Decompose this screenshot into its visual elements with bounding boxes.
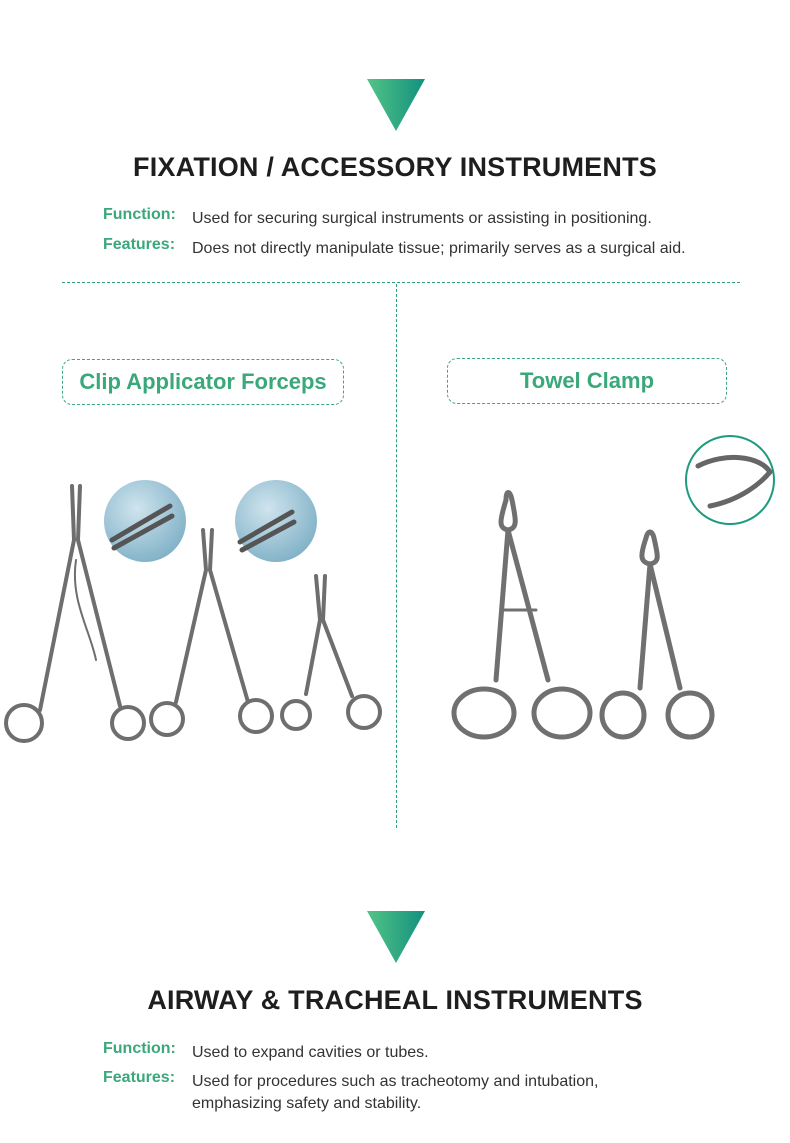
- features-label: Features:: [103, 236, 176, 253]
- vertical-divider: [396, 284, 397, 828]
- function-text: Used for securing surgical instruments or assisting in positioning.: [192, 210, 652, 227]
- features-text: Does not directly manipulate tissue; primarily serves as a surgical aid.: [192, 240, 686, 257]
- horizontal-divider: [62, 282, 740, 283]
- product-label-clip-applicator: Clip Applicator Forceps: [62, 359, 344, 405]
- function-label-2: Function:: [103, 1040, 176, 1057]
- section-marker-triangle-icon-2: [367, 911, 425, 963]
- clip-tip-detail-bubble-2: [235, 480, 317, 562]
- section-marker-triangle-icon: [367, 79, 425, 131]
- product-label-towel-clamp: Towel Clamp: [447, 358, 727, 404]
- features-text-2-line2: emphasizing safety and stability.: [192, 1095, 422, 1112]
- function-label: Function:: [103, 206, 176, 223]
- section-heading-airway: AIRWAY & TRACHEAL INSTRUMENTS: [147, 985, 643, 1015]
- features-text-2-line1: Used for procedures such as tracheotomy and intubation,: [192, 1073, 599, 1090]
- function-text-2: Used to expand cavities or tubes.: [192, 1044, 429, 1061]
- clip-applicator-forceps-image: [0, 470, 390, 760]
- features-label-2: Features:: [103, 1069, 176, 1086]
- clip-tip-detail-bubble-1: [104, 480, 186, 562]
- towel-clamp-tip-detail-bubble: [686, 436, 774, 524]
- section-heading-fixation: FIXATION / ACCESSORY INSTRUMENTS: [133, 152, 657, 182]
- towel-clamp-image: [440, 430, 780, 750]
